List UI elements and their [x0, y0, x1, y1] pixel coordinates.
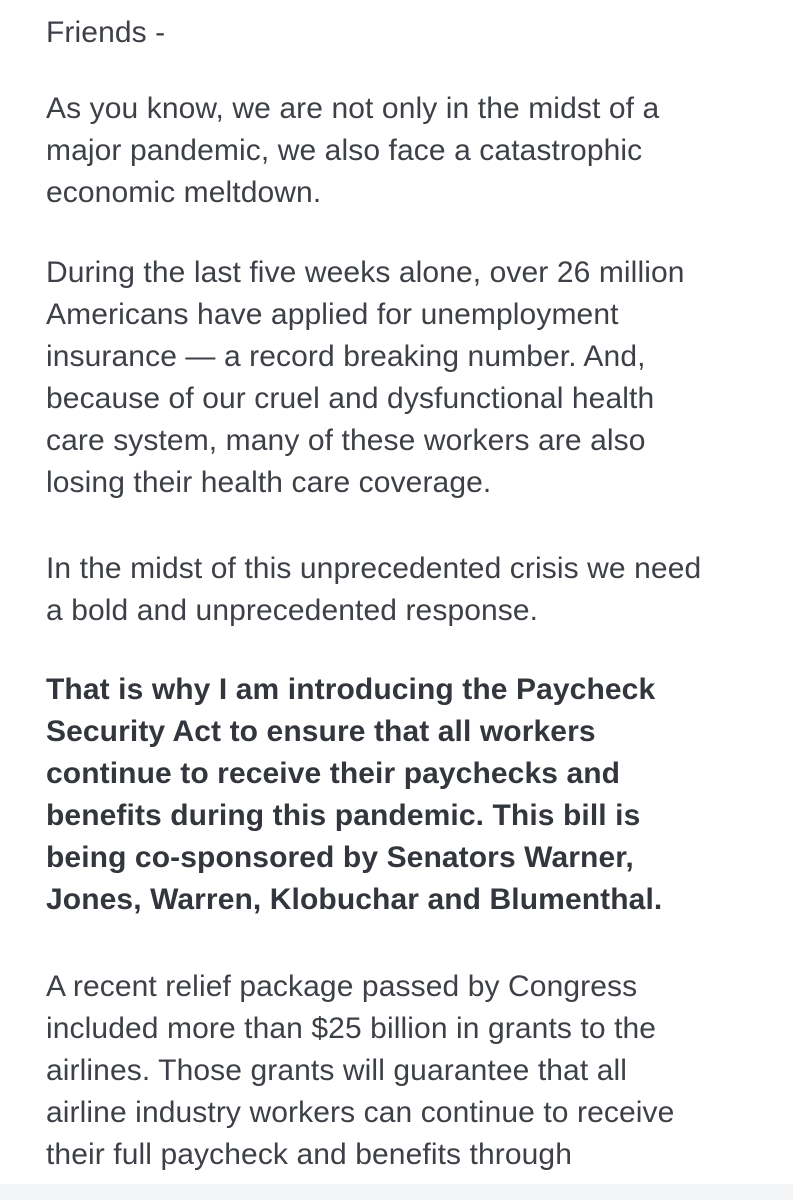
paragraph-unemployment	[46, 252, 685, 504]
text-line: being co-sponsored by Senators Warner,	[46, 841, 634, 874]
text-line: During the last five weeks alone, over 26 million	[46, 256, 685, 289]
text-line: because of our cruel and dysfunctional health	[46, 382, 655, 415]
paragraph-pandemic	[46, 88, 659, 214]
text-line: care system, many of these workers are also	[46, 424, 646, 457]
bottom-edge-strip	[0, 1184, 793, 1200]
text-line: benefits during this pandemic. This bill is	[46, 799, 641, 832]
text-line: That is why I am introducing the Paycheck	[46, 673, 656, 706]
paragraph-paycheck-security-act	[46, 669, 662, 921]
text-line: Jones, Warren, Klobuchar and Blumenthal.	[46, 883, 663, 916]
text-line: airlines. Those grants will guarantee that all	[46, 1054, 628, 1087]
text-line: Friends -	[46, 16, 166, 49]
text-line: included more than $25 billion in grants to the	[46, 1012, 657, 1045]
paragraph-crisis	[46, 548, 701, 632]
text-line: losing their health care coverage.	[46, 466, 492, 499]
text-line: economic meltdown.	[46, 176, 322, 209]
text-line: a bold and unprecedented response.	[46, 594, 539, 627]
text-line: Americans have applied for unemployment	[46, 298, 619, 331]
paragraph-relief-package	[46, 966, 674, 1176]
greeting	[46, 12, 165, 54]
text-line: continue to receive their paychecks and	[46, 757, 621, 790]
text-line: insurance — a record breaking number. And,	[46, 340, 646, 373]
text-line: their full paycheck and benefits through	[46, 1138, 572, 1171]
text-line: A recent relief package passed by Congress	[46, 970, 638, 1003]
text-line: airline industry workers can continue to receive	[46, 1096, 675, 1129]
text-line: In the midst of this unprecedented crisis we need	[46, 552, 702, 585]
text-line: Security Act to ensure that all workers	[46, 715, 596, 748]
text-line: major pandemic, we also face a catastrophic	[46, 134, 643, 167]
text-line: As you know, we are not only in the midst of a	[46, 92, 660, 125]
